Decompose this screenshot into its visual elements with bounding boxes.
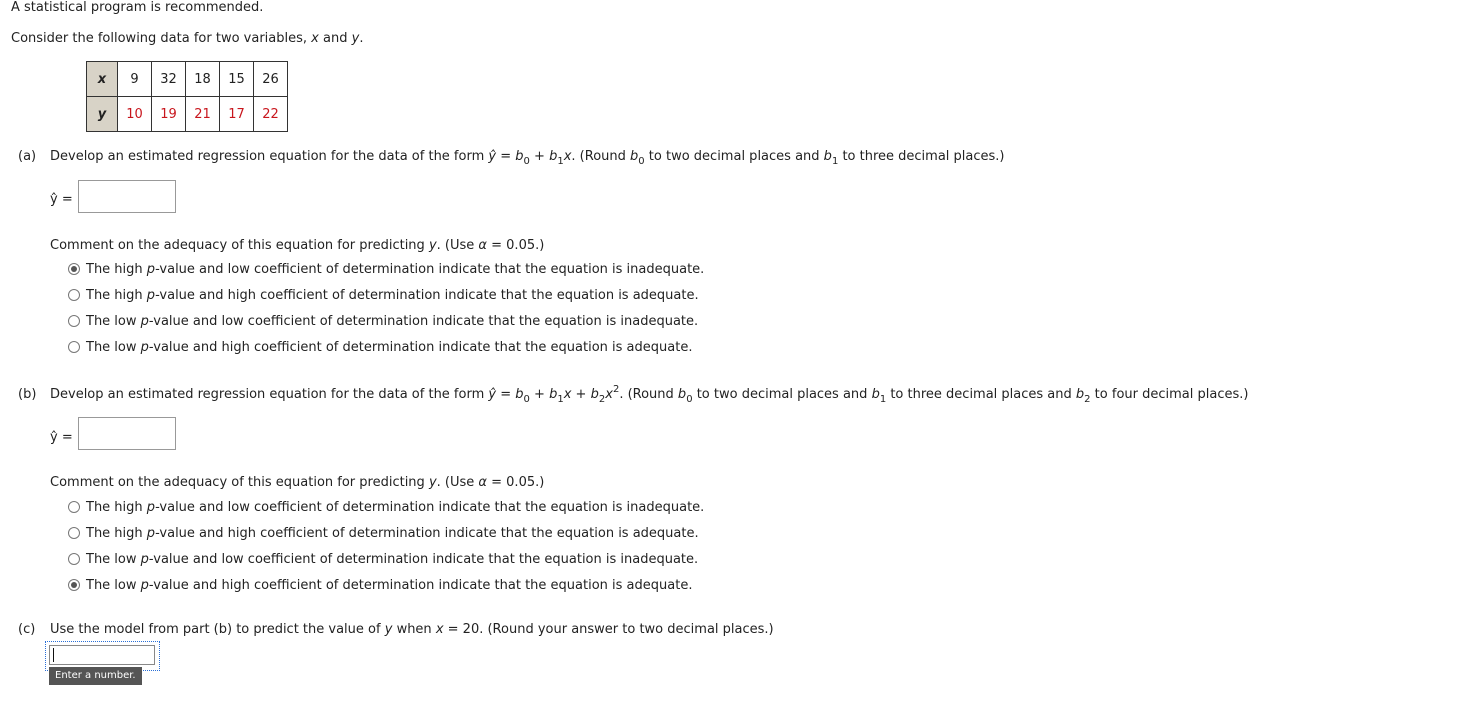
table-row-x [87,62,288,97]
part-a-option-4-radio[interactable] [68,341,80,353]
problem-statement: Consider the following data for two variables, x and y. [11,31,364,46]
part-a-option-3-radio[interactable] [68,315,80,327]
text-caret [53,648,54,662]
instruction-note: A statistical program is recommended. [11,0,264,15]
part-b-option-4-radio[interactable] [68,579,80,591]
x-value-cell: 15 [220,62,254,97]
part-c-question: Use the model from part (b) to predict the value of y when x = 20. (Round your answer to two decimal places.) [50,622,774,637]
part-b-option-1-radio[interactable] [68,501,80,513]
part-a-comment-prompt: Comment on the adequacy of this equation for predicting y. (Use α = 0.05.) [50,238,545,253]
part-b-option-4-label[interactable]: The low p-value and high coefficient of determination indicate that the equation is adequate. [86,578,693,593]
part-b-option-3-radio[interactable] [68,553,80,565]
part-a-option-2-radio[interactable] [68,289,80,301]
x-value-cell: 18 [186,62,220,97]
part-a-option-2-label[interactable]: The high p-value and high coefficient of determination indicate that the equation is adequate. [86,288,699,303]
part-c-label: (c) [18,622,36,637]
part-a-option-4-label[interactable]: The low p-value and high coefficient of determination indicate that the equation is adequate. [86,340,693,355]
prediction-input[interactable] [49,645,155,665]
part-a-option-1-radio[interactable] [68,263,80,275]
y-value-cell: 17 [220,97,254,132]
part-b-option-3-label[interactable]: The low p-value and low coefficient of determination indicate that the equation is inadequate. [86,552,699,567]
x-header-cell: x [87,62,118,97]
input-hint-tooltip: Enter a number. [49,667,142,685]
part-a-option-1-label[interactable]: The high p-value and low coefficient of determination indicate that the equation is inadequate. [86,262,705,277]
y-value-cell: 10 [118,97,152,132]
data-table [86,61,288,132]
part-a-question: Develop an estimated regression equation for the data of the form ŷ = $b_0 + b_1x$. (Round $b_0$ to two decimal places and $b_1$ to three decimal places.) [50,149,1005,167]
part-b-question: Develop an estimated regression equation for the data of the form ŷ = $b_0 + b_1x + b_2x^2$. (Round $b_0$ to two decimal places and $b_1$ to three decimal places and $b_2$ to four decimal places.) [50,384,1249,405]
part-a-option-3-label[interactable]: The low p-value and low coefficient of determination indicate that the equation is inadequate. [86,314,699,329]
x-value-cell: 32 [152,62,186,97]
part-b-option-2-radio[interactable] [68,527,80,539]
part-b-option-2-label[interactable]: The high p-value and high coefficient of determination indicate that the equation is adequate. [86,526,699,541]
part-b-label: (b) [18,387,37,402]
part-b-yhat-label: ŷ = [50,430,73,445]
part-b-option-1-label[interactable]: The high p-value and low coefficient of determination indicate that the equation is inadequate. [86,500,705,515]
y-value-cell: 21 [186,97,220,132]
x-value-cell: 26 [254,62,288,97]
part-a-equation-input[interactable] [78,180,176,213]
part-a-label: (a) [18,149,37,164]
y-value-cell: 22 [254,97,288,132]
y-header-cell: y [87,97,118,132]
x-value-cell: 9 [118,62,152,97]
part-b-equation-input[interactable] [78,417,176,450]
part-a-yhat-label: ŷ = [50,192,73,207]
part-b-comment-prompt: Comment on the adequacy of this equation for predicting y. (Use α = 0.05.) [50,475,545,490]
y-value-cell: 19 [152,97,186,132]
table-row-y [87,97,288,132]
